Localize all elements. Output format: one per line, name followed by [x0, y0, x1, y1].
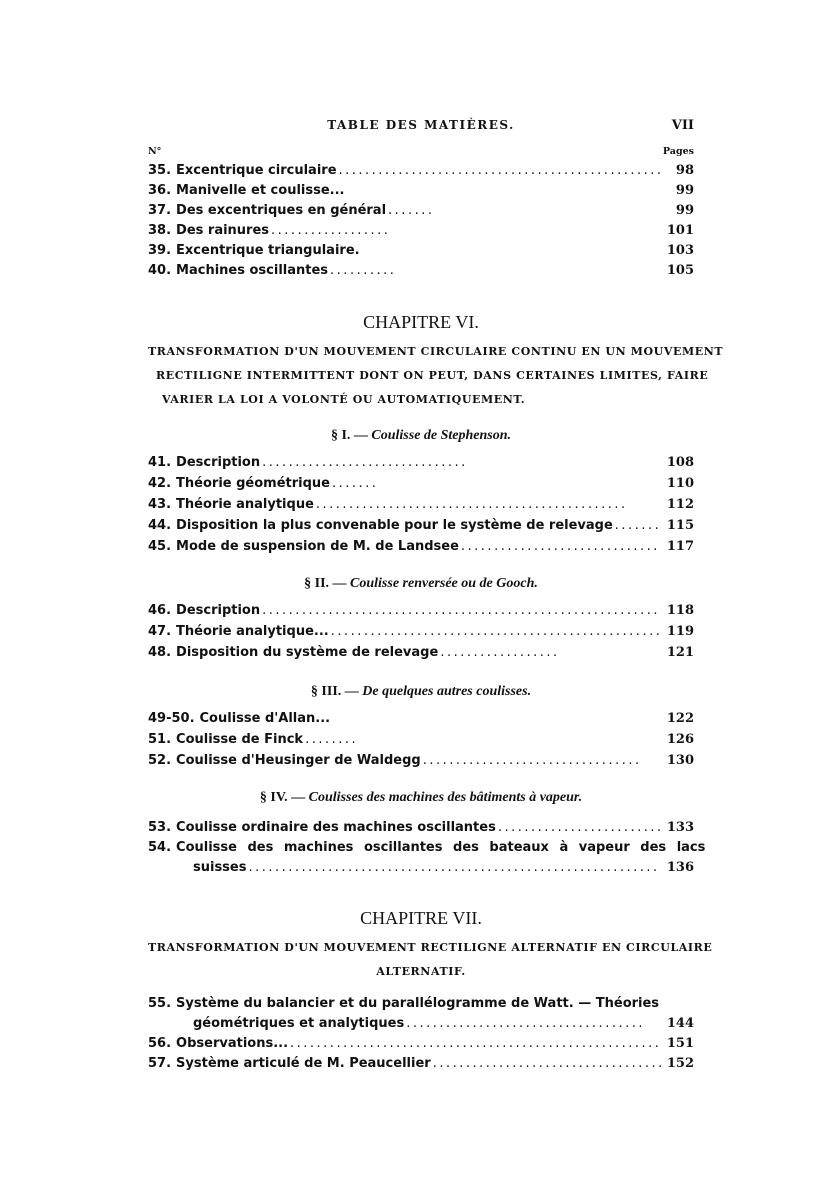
section-heading: § II. — Coulisse renversée ou de Gooch. — [304, 576, 538, 591]
toc-entry: 47. Théorie analytique... ..... 119 — [148, 624, 694, 644]
toc-entry: 53. Coulisse ordinaire des machines oscillantes ..... 133 — [148, 820, 694, 840]
column-headers — [148, 146, 694, 162]
toc-entry: 55. Système du balancier et du parallélogramme de Watt. — Théories — [148, 996, 660, 1011]
toc-entry: 49-50. Coulisse d'Allan... 122 — [148, 711, 694, 726]
chapter-subtitle: TRANSFORMATION D'UN MOUVEMENT RECTILIGNE ALTERNATIF EN CIRCULAIRE ALTERNATIF. — [148, 941, 713, 978]
toc-entry: 40. Machines oscillantes ..... 105 — [148, 263, 694, 283]
page-title: TABLE DES MATIÈRES. — [327, 118, 515, 132]
toc-entry: 48. Disposition du système de relevage ..... 121 — [148, 645, 694, 665]
column-label-number: N° — [148, 146, 162, 157]
toc-entry: 39. Excentrique triangulaire. 103 — [148, 243, 694, 258]
toc-entry: 57. Système articulé de M. Peaucellier ..... 152 — [148, 1056, 694, 1076]
toc-entry: suisses ..... 136 — [148, 860, 694, 880]
toc-entry: 35. Excentrique circulaire ..... 98 — [148, 163, 694, 183]
toc-entry: 37. Des excentriques en général ..... 99 — [148, 203, 694, 223]
toc-entry: 42. Théorie géométrique ..... 110 — [148, 476, 694, 496]
chapter-title: CHAPITRE VI. — [363, 312, 479, 332]
section-heading: § I. — Coulisse de Stephenson. — [330, 428, 512, 443]
toc-entry: 45. Mode de suspension de M. de Landsee ..... 117 — [148, 539, 694, 559]
section-heading: § III. — De quelques autres coulisses. — [310, 684, 532, 699]
toc-entry: 56. Observations... ..... 151 — [148, 1036, 694, 1056]
toc-entry: 44. Disposition la plus convenable pour le système de relevage ..... 115 — [148, 518, 694, 538]
page-number: VII — [671, 118, 694, 133]
toc-entry: géométriques et analytiques ..... 144 — [148, 1016, 694, 1036]
chapter-subtitle: TRANSFORMATION D'UN MOUVEMENT CIRCULAIRE CONTINU EN UN MOUVEMENT RECTILIGNE INTERMITTENT DONT ON PEUT, DANS CERTAINES LIMITES, FAIRE VARIER LA LOI A VOLONTÉ OU AUTOMATIQUEMENT. — [148, 345, 724, 406]
toc-entry: 41. Description ..... 108 — [148, 455, 694, 475]
toc-entry: 46. Description ..... 118 — [148, 603, 694, 623]
toc-entry: 51. Coulisse de Finck ..... 126 — [148, 732, 694, 752]
toc-entry: 52. Coulisse d'Heusinger de Waldegg ..... 130 — [148, 753, 694, 773]
toc-entry: 38. Des rainures ..... 101 — [148, 223, 694, 243]
page-header — [148, 118, 694, 138]
toc-entry: 36. Manivelle et coulisse... 99 — [148, 183, 694, 198]
chapter-title: CHAPITRE VII. — [360, 908, 482, 928]
toc-entry: 43. Théorie analytique ..... 112 — [148, 497, 694, 517]
toc-entry: 54. Coulisse des machines oscillantes des bateaux à vapeur des lacs — [148, 840, 706, 855]
section-heading: § IV. — Coulisses des machines des bâtiments à vapeur. — [259, 790, 583, 805]
column-label-pages: Pages — [662, 146, 694, 157]
